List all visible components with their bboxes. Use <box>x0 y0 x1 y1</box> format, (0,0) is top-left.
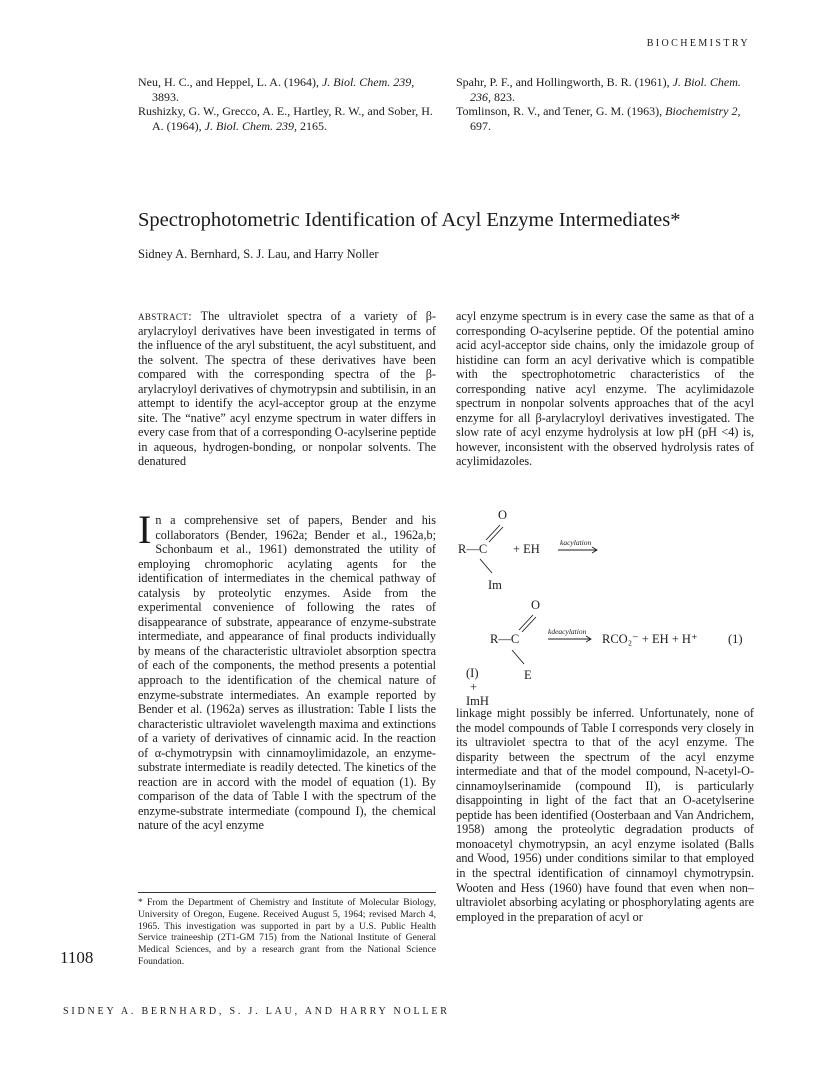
eq-oxygen-1: O <box>498 508 508 522</box>
abstract-left-column <box>138 309 436 469</box>
eq-roman-i: (I) <box>466 666 479 680</box>
reference-entry: Tomlinson, R. V., and Tener, G. M. (1963), Biochemistry 2, 697. <box>456 104 741 133</box>
eq-plus: + <box>470 680 478 694</box>
drop-cap: I <box>138 507 152 552</box>
article-title: Spectrophotometric Identification of Acyl Enzyme Intermediates* <box>138 209 681 231</box>
footnote-divider <box>138 892 436 893</box>
eq-rc-1: R—C <box>458 542 488 556</box>
abstract-right-column: acyl enzyme spectrum is in every case the same as that of a corresponding O-acylserine peptide. Of the potential amino acid acyl-acceptor side chains, only the imidazole group of histidine can form an acyl derivative which is compatible with the spectrophotometric characteristics of the corresponding native acyl enzyme. The acylimidazole spectrum in nonpolar solvents approaches that of the acyl enzyme for all β-arylacryloyl derivatives investigated. The slow rate of acyl enzyme hydrolysis at low pH (pH <4) is, however, inconsistent with the observed hydrolysis rates of acylimidazoles. <box>456 309 754 469</box>
reference-entry: Rushizky, G. W., Grecco, A. E., Hartley, R. W., and Sober, H. A. (1964), J. Biol. Chem. 239, 2165. <box>138 104 433 133</box>
references-right <box>456 75 756 133</box>
eq-k-acylation: kacylation <box>560 538 592 547</box>
body-left-column <box>138 507 436 833</box>
body-right-column: linkage might possibly be inferred. Unfortunately, none of the model compounds of Table I corresponds very closely in its ultraviolet spectra to that of the acyl enzyme. The disparity between the spectrum of the acyl enzyme intermediate and that of the model compound, N-acetyl-O-cinnamoylserinamide (compound II), is particularly disappointing in light of the fact that an O-acetylserine peptide has been identified (Oosterbaan and Van Andrichem, 1958) among the proteolytic degradation products of monoacetyl chymotrypsin, an acyl enzyme isolated (Balls and Wood, 1956) under conditions similar to that employed in the spectral identification of cinnamoyl chymotrypsin. Wooten and Hess (1960) have found that even when non–ultraviolet absorbing acylating or phosphorylating agents are employed in the preparation of acyl or <box>456 706 754 924</box>
page-number: 1108 <box>60 948 94 967</box>
author-list: Sidney A. Bernhard, S. J. Lau, and Harry Noller <box>138 247 379 261</box>
references-left <box>138 75 438 133</box>
eq-im: Im <box>488 578 502 592</box>
abstract-label: abstract: <box>138 309 192 323</box>
eq-plus-eh: + EH <box>513 542 540 556</box>
eq-k-deacylation: kdeacylation <box>548 627 587 636</box>
running-head: BIOCHEMISTRY <box>646 38 750 49</box>
eq-products: RCO₂⁻ + EH + H⁺ <box>602 632 698 646</box>
reference-entry: Neu, H. C., and Heppel, L. A. (1964), J. Biol. Chem. 239, 3893. <box>138 75 415 104</box>
eq-rc-2: R—C <box>490 632 520 646</box>
eq-bond-e <box>512 650 524 664</box>
abstract-text-left: The ultraviolet spectra of a variety of β-arylacryloyl derivatives have been investigated in terms of the influence of the aryl substituent, the acyl substituent, and the solvent. The spectra of these derivatives have been compared with the corresponding spectra of the β-arylacryloyl derivatives of chymotrypsin and subtilisin, in an attempt to identify the acyl-acceptor group at the enzyme site. The “native” acyl enzyme spectrum in water differs in every case from that of a corresponding O-acylserine peptide in aqueous, hydrogen-bonding, or nonpolar solvents. The denatured <box>138 309 436 469</box>
eq-e: E <box>524 668 532 682</box>
footnote: * From the Department of Chemistry and Institute of Molecular Biology, University of Oregon, Eugene. Received August 5, 1964; revised March 4, 1965. This investigation was supported in part by a U.S. Public Health Service traineeship (2T1-GM 715) from the National Institute of General Medical Sciences, and by a research grant from the National Science Foundation. <box>138 897 436 967</box>
reference-entry: Spahr, P. F., and Hollingworth, B. R. (1961), J. Biol. Chem. 236, 823. <box>456 75 741 104</box>
body-text-left: n a comprehensive set of papers, Bender and his collaborators (Bender, 1962a; Bender et al., 1962a,b; Schonbaum et al., 1961) demonstrated the utility of employing chromophoric acylating agents for the identification of intermediates in the chemical pathway of catalysis by proteolytic enzymes. Aside from the experimental convenience of following the rates of disappearance of substrate, appearance of enzyme-substrate intermediate, and appearance of final products individually by means of the characteristic ultraviolet absorption spectra of each of the components, the method presents a potential approach to the identification of the chemical nature of enzyme-substrate intermediates. An example reported by Bender et al. (1962a) serves as illustration: Table I lists the characteristic ultraviolet wavelength maxima and extinctions of a variety of derivatives of cinnamic acid. In the reaction of α-chymotrypsin with cinnamoylimidazole, an enzyme-substrate intermediate is readily detected. The kinetics of the reaction are in accord with the model of equation (1). By comparison of the data of Table I with the spectrum of the enzyme-substrate intermediate (compound I), the chemical nature of the acyl enzyme <box>138 513 436 833</box>
eq-bond-im <box>480 559 492 573</box>
eq-oxygen-2: O <box>531 598 541 612</box>
reaction-equation <box>456 505 756 705</box>
eq-number: (1) <box>728 632 743 646</box>
eq-imh: ImH <box>466 694 489 705</box>
running-footer: SIDNEY A. BERNHARD, S. J. LAU, AND HARRY NOLLER <box>63 1006 450 1017</box>
